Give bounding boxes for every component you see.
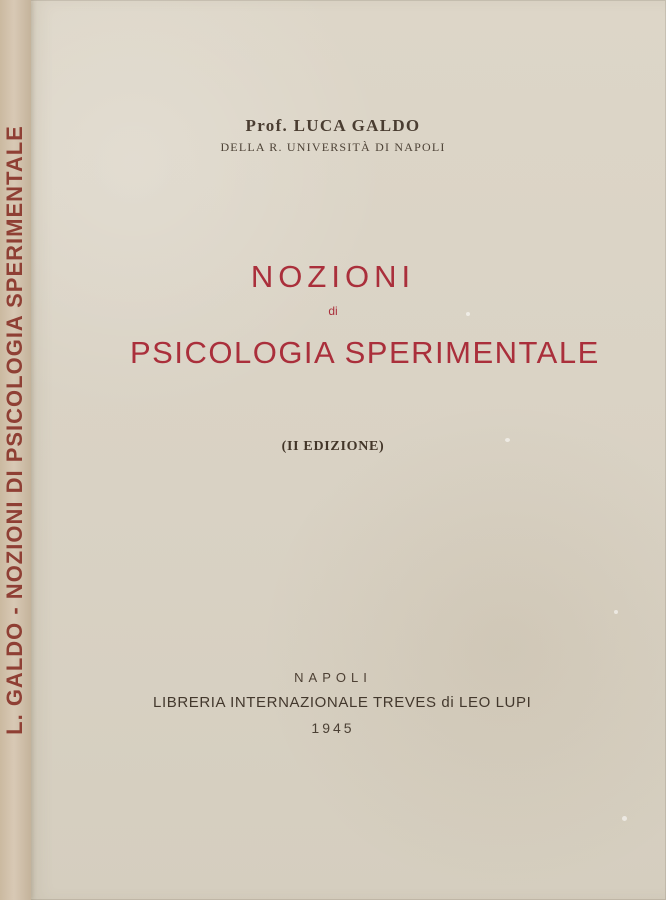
paper-speck	[505, 438, 510, 442]
spine-title: L. GALDO - NOZIONI DI PSICOLOGIA SPERIMENTALE	[2, 125, 27, 735]
author-affiliation: DELLA R. UNIVERSITÀ DI NAPOLI	[220, 140, 446, 154]
publication-year: 1945	[311, 720, 355, 736]
paper-speck	[466, 312, 470, 316]
title-subtitle: PSICOLOGIA SPERIMENTALE	[130, 335, 600, 370]
title-main: NOZIONI	[250, 259, 416, 294]
author-name: Prof. LUCA GALDO	[245, 116, 421, 135]
paper-speck	[622, 816, 627, 821]
paper-speck	[614, 610, 618, 614]
publication-city: NAPOLI	[294, 670, 372, 685]
publisher-name: LIBRERIA INTERNAZIONALE TREVES di LEO LUPI	[153, 694, 532, 711]
edition-label: (II EDIZIONE)	[281, 439, 385, 454]
book-spine	[0, 0, 31, 900]
title-connector: di	[328, 304, 338, 318]
